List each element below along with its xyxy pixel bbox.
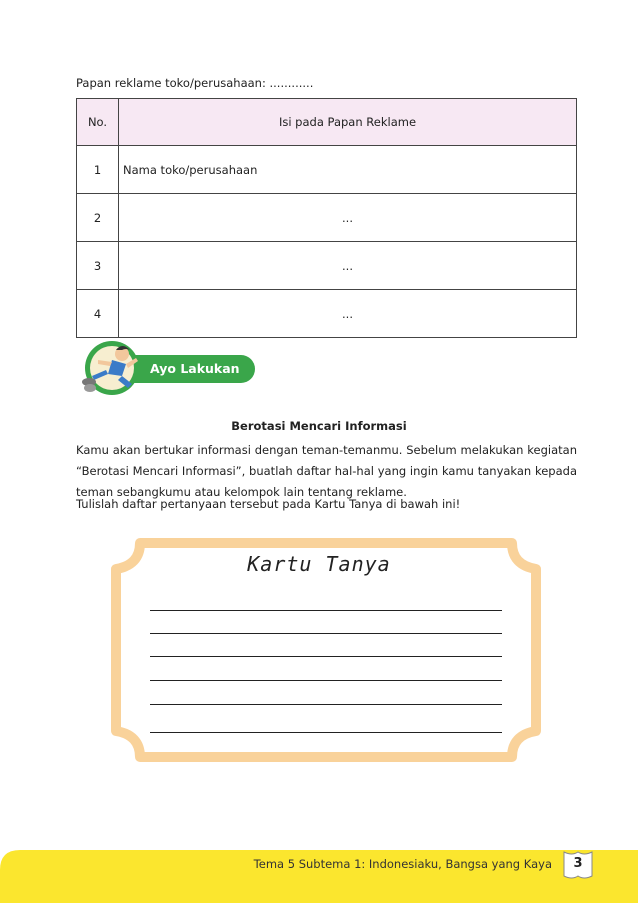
answer-line <box>150 732 502 733</box>
answer-line <box>150 680 502 681</box>
running-boy-icon <box>76 338 156 398</box>
table-header-row <box>77 99 577 146</box>
instruction-line: Tulislah daftar pertanyaan tersebut pada Kartu Tanya di bawah ini! <box>76 497 461 511</box>
table-row <box>77 290 577 338</box>
answer-line <box>150 704 502 705</box>
question-card-title: Kartu Tanya <box>247 552 391 576</box>
answer-line <box>150 656 502 657</box>
row-no: 3 <box>77 242 119 290</box>
billboard-label: Papan reklame toko/perusahaan: ............ <box>76 76 314 90</box>
table-row <box>77 242 577 290</box>
answer-line <box>150 633 502 634</box>
row-isi: ... <box>119 194 577 242</box>
table-row <box>77 146 577 194</box>
row-no: 1 <box>77 146 119 194</box>
row-isi: ... <box>119 290 577 338</box>
activity-badge-label: Ayo Lakukan <box>150 361 240 376</box>
instruction-paragraph: Kamu akan bertukar informasi dengan teman-temanmu. Sebelum melakukan kegiatan “Berotasi Mencari Informasi”, buatlah daftar hal-hal yang ingin kamu tanyakan kepada teman sebangkumu atau kelompok lain tentang reklame. <box>76 443 577 499</box>
header-isi: Isi pada Papan Reklame <box>119 99 577 146</box>
page-number: 3 <box>573 856 583 871</box>
answer-line <box>150 610 502 611</box>
row-isi: Nama toko/perusahaan <box>119 146 577 194</box>
header-no: No. <box>77 99 119 146</box>
footer-theme: Tema 5 Subtema 1: Indonesiaku, Bangsa yang Kaya <box>253 857 552 871</box>
row-no: 4 <box>77 290 119 338</box>
table-row <box>77 194 577 242</box>
billboard-table <box>76 98 577 338</box>
section-title: Berotasi Mencari Informasi <box>231 419 407 433</box>
row-no: 2 <box>77 194 119 242</box>
row-isi: ... <box>119 242 577 290</box>
